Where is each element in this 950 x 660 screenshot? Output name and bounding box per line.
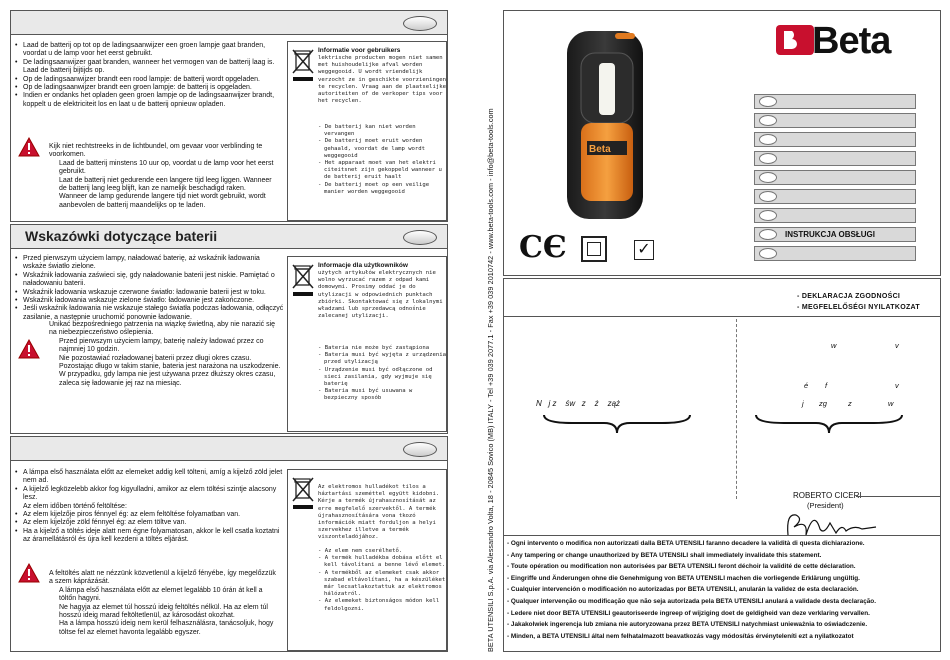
left-brace: [542, 413, 692, 437]
bullet-item: • Jeśli wskaźnik ładowania nie wskazuje stałego światła podczas ładowania, odłączyć zasilanie, a następnie uruchomić ponownie ładowanie.: [15, 305, 285, 322]
language-bar: [754, 151, 916, 166]
language-pill-icon: [759, 115, 777, 126]
bullet-item: • Przed pierwszym użyciem lampy, naładować baterię, aż wskaźnik ładowania wskaże światło zielone.: [15, 255, 285, 272]
right-brace: [754, 413, 904, 437]
top-divider: [504, 316, 940, 317]
language-pill-icon: [759, 172, 777, 183]
language-bar: [754, 113, 916, 128]
declaration-title-hu: - MEGFELELŐSÉGI NYILATKOZAT: [797, 304, 920, 311]
disclaimer-line: - Ledere niet door BETA UTENSILI geautoriseerde ingreep of wijziging doet de geldigheid van deze verklaring vervallen.: [507, 609, 870, 617]
warning-line: Ha a lámpa hosszú ideig nem kerül felhasználásra, tanácsoljuk, hogy töltse fel az elemet havonta legalább egyszer.: [59, 620, 274, 636]
language-pill-icon: [403, 230, 437, 245]
language-pill-icon: [759, 153, 777, 164]
disposal-item: - De batterij moet op een veilige manier worden weggegooid: [318, 181, 430, 195]
warning-text: [49, 570, 281, 637]
disposal-list: [318, 345, 446, 403]
warning-line: Laat de batterij niet gedurende een langere tijd leeg liggen. Wanneer de batterij lang leeg blijft, kan ze namelijk beschadigd raken.: [59, 176, 272, 193]
disposal-item: - A termékből az elemeket csak akkor szabad eltávolítani, ha a készüléket már lecsatlakoztattuk az elektromos hálózatról.: [318, 569, 446, 598]
language-pill-icon: [759, 96, 777, 107]
language-pill-icon: [403, 442, 437, 457]
language-bar: [754, 208, 916, 223]
bullet-list: [15, 255, 285, 322]
disclaimer-line: - Eingriffe und Änderungen ohne die Genehmigung von BETA UTENSILI machen die vorliegende Erklärung ungültig.: [507, 574, 860, 582]
glyph: w: [831, 341, 837, 350]
disposal-text: Az elektromos hulladékot tilos a háztartási szeméttel együtt kidobni. Kérje a termék újrahasznosítását az erre megfelelő szervektől. A termék újrahasznosítására vona tkozó információk miatt forduljon a helyi szervekhez illetve a termék viszonteladójához.: [318, 484, 440, 541]
language-pill-icon: [759, 229, 777, 240]
disposal-item: - Az elemeket biztonságos módon kell feldolgozni.: [318, 598, 440, 612]
disposal-text: lektrische producten mogen niet samen met huishoudelijke afval worden weggegooid. U wordt vriendelijk verzocht ze in geschikte voorzieningen te recyclen. Vraag aan de plaatselijke autoriteiten of de verkoper tips voor het recyclen.: [318, 55, 446, 105]
disposal-item: - Bateria musi być wyjęta z urządzenia przed utylizacją: [318, 352, 446, 366]
bullet-item: • Az elem kijelzője zöld fénnyel ég: az elem töltve van.: [15, 519, 285, 527]
disposal-list: [318, 124, 446, 196]
signature-line: [856, 496, 940, 497]
signer-name: ROBERTO CICERI: [793, 491, 862, 500]
warning-icon: [18, 339, 40, 359]
declaration-page: [503, 278, 941, 652]
warning-line: A lámpa első használata előtt az elemet legalább 10 órán át kell a töltőn hagyni.: [59, 586, 263, 603]
section-title: Wskazówki dotyczące baterii: [25, 228, 218, 244]
lamp-brand-text: Beta: [589, 144, 611, 155]
disposal-item: - Bateria nie może być zastąpiona: [318, 345, 430, 351]
section-nl: [10, 10, 448, 222]
disposal-item: - De batterij kan niet worden vervangen: [318, 124, 416, 138]
disposal-list: [318, 548, 446, 613]
disposal-item: - Urządzenie musi być odłączone od sieci zasilania, gdy wyjmuje się baterię: [318, 366, 433, 388]
bullet-item: • Op de ladingsaanwijzer brandt een groen lampje: de batterij is opgeladen.: [15, 84, 285, 92]
language-pill-icon: [759, 210, 777, 221]
language-pill-icon: [759, 248, 777, 259]
section-pl: [10, 224, 448, 434]
crossed-bin-icon: [292, 48, 314, 82]
disclaimer-line: - Jakakolwiek ingerencja lub zmiana nie autoryzowana przez BETA UTENSILI natychmiast unieważnia to oświadczenie.: [507, 621, 868, 629]
disposal-text: użytych artykułów elektrycznych nie wolno wyrzucać razem z odpad kami domowymi. Prosimy oddać je do utylizacji w odpowiednich punktach zbiórki. Skontaktować się z lokalnymi władzami lub sprzedawcą odnośnie zalecanej utylizacji.: [318, 270, 443, 320]
disclaimer-line: - Any tampering or change unauthorized by BETA UTENSILI shall immediately invalidate this statement.: [507, 551, 822, 559]
beta-logo-icon: [774, 21, 816, 59]
bullet-item: • Wskaźnik ładowania zaświeci się, gdy naładowanie baterii jest niskie. Pamiętać o naładowaniu baterii.: [15, 272, 285, 289]
bullet-item: Az elem időben történő feltöltése:: [23, 502, 127, 510]
disposal-box: [287, 469, 447, 651]
disclaimer-line: - Qualquer intervenção ou modificação que não seja autorizada pela BETA UTENSILI anulará a validade desta declaração.: [507, 598, 876, 605]
bullet-item: • Laad de batterij op tot op de ladingsaanwijzer een groen lampje gaat branden, voordat u de lamp voor het eerst gebruikt.: [15, 42, 285, 59]
disclaimer-line: - Cualquier intervención o modificación no autorizadas por BETA UTENSILI, anularán la validez de esta declaración.: [507, 586, 859, 594]
language-bar: [754, 246, 916, 261]
bullet-list: [15, 469, 285, 545]
glyph: w: [888, 399, 894, 408]
language-pill-icon: [759, 191, 777, 202]
bullet-item: • Op de ladingsaanwijzer brandt een rood lampje: de batterij wordt opgeladen.: [15, 76, 285, 84]
glyph: v: [895, 381, 899, 390]
language-pill-icon: [759, 134, 777, 145]
warning-icon: [18, 137, 40, 157]
disposal-item: - Het apparaat moet van het elektri citeitsnet zijn gekoppeld wanneer u de batterij eruit haalt: [318, 160, 442, 181]
bullet-item: • A lámpa első használata előtt az elemeket addig kell tölteni, amíg a kijelző zöld jelet nem ad.: [15, 469, 285, 486]
bullet-item: • Wskaźnik ładowania wskazuje zielone światło: ładowanie jest zakończone.: [15, 297, 285, 305]
bullet-item: • A kijelző legközelebb akkor fog kigyulladni, amikor az elem töltési szintje alacsony lesz.: [15, 486, 285, 503]
company-address: BETA UTENSILI S.p.A. via Alessandro Volta, 18 - 20845 Sovico (MB) ITALY - Tel +39 039 2077.1 - Fax +39 039 2010742 - www.beta-tools.com - info@beta-tools.com: [486, 108, 495, 652]
glyph: z: [848, 399, 852, 408]
section-header: [11, 437, 447, 461]
warning-icon: [18, 563, 40, 583]
glyph: f: [825, 381, 828, 390]
double-insulation-icon: [581, 236, 607, 262]
work-lamp-image: [559, 23, 649, 223]
bullet-item: Laad de batterij bijtijds op.: [23, 67, 105, 75]
language-bar: [754, 227, 916, 242]
warning-line: Ne hagyja az elemet túl hosszú ideig feltöltés nélkül. Ha az elem túl hosszú ideig marad feltöltetlenül, az károsodást okozhat.: [59, 603, 268, 620]
disposal-box: [287, 256, 447, 432]
disposal-item: - Bateria musi być usuwana w bezpieczny sposób: [318, 388, 413, 402]
language-bar: [754, 132, 916, 147]
disposal-item: - A termék hulladékba dobása előtt el kell távolítani a benne lévő elemet.: [318, 555, 446, 569]
disclaimer-line: - Ogni intervento o modifica non autorizzati dalla BETA UTENSILI faranno decadere la validità di questa dichiarazione.: [507, 540, 865, 547]
language-bar: [754, 170, 916, 185]
section-header: [11, 11, 447, 35]
section-hu: [10, 436, 448, 652]
language-pill-icon: [403, 16, 437, 31]
warning-text: [49, 143, 281, 210]
bullet-item: • Ha a kijelző a töltés ideje alatt nem égne folyamatosan, akkor le kell csatla koztatni az áramellátásról és újra kell kezdeni a töltés eljárást.: [15, 528, 285, 545]
glyph: v: [895, 341, 899, 350]
language-bar: [754, 94, 916, 109]
glyph: zg: [819, 399, 827, 408]
warning-line: Przed pierwszym użyciem lampy, baterię należy ładować przez co najmniej 10 godzin.: [59, 337, 264, 354]
bullet-list: [15, 42, 285, 109]
disposal-title: Informacje dla użytkowników: [318, 262, 408, 269]
warning-line: Kijk niet rechtstreeks in de lichtbundel, om gevaar voor verblinding te voorkomen.: [49, 143, 263, 159]
brand-name: Beta: [812, 20, 891, 62]
declaration-left-text: N j z św z ż ząż: [536, 399, 621, 408]
disposal-title: Informatie voor gebruikers: [318, 47, 401, 54]
bottom-divider: [504, 535, 940, 536]
bullet-item: • Wskaźnik ładowania wskazuje czerwone światło: ładowanie baterii jest w toku.: [15, 289, 285, 297]
center-divider: [736, 319, 737, 499]
disposal-item: - De batterij moet eruit worden gehaald, voordat de lamp wordt weggegooid: [318, 138, 426, 159]
disposal-box: [287, 41, 447, 221]
disclaimer-line: - Minden, a BETA UTENSILI által nem felhatalmazott beavatkozás vagy módosítás érvényteleníti ezt a nyilatkozatot: [507, 632, 854, 640]
warning-line: Laad de batterij minstens 10 uur op, voordat u de lamp voor het eerst gebruikt.: [59, 159, 274, 176]
warning-line: W przypadku, gdy lampa nie jest używana przez dłuższy okres czasu, zaleca się ładowanie jej raz na miesiąc.: [59, 371, 276, 387]
ce-mark-icon: CЄ: [519, 230, 567, 265]
bullet-item: • Indien er ondanks het opladen geen groen lampje op de ladingsaanwijzer brandt, koppelt u de elektriciteit los en laat u de batterij opnieuw opladen.: [15, 92, 285, 109]
disposal-item: - Az elem nem cserélhető.: [318, 548, 403, 554]
glyph: é: [804, 381, 809, 390]
warning-line: A feltöltés alatt ne nézzünk közvetlenül a kijelző fényébe, így megelőzzük a szem káprázását.: [49, 570, 276, 586]
bullet-item: • De ladingsaanwijzer gaat branden, wanneer het vermogen van de batterij laag is.: [15, 59, 285, 67]
warning-line: Unikać bezpośredniego patrzenia na wiązkę świetlną, aby nie narazić się na niebezpieczeństwo oślepienia.: [49, 321, 276, 337]
glyph: j: [802, 399, 804, 408]
warning-line: Wanneer de lamp gedurende langere tijd niet wordt gebruikt, wordt aanbevolen de batterij maandelijks op te laden.: [59, 193, 266, 209]
declaration-title-pl: - DEKLARACJA ZGODNOŚCI: [797, 293, 901, 300]
language-label: INSTRUKCJA OBSŁUGI: [785, 230, 875, 239]
signer-role: (President): [807, 501, 844, 510]
disclaimer-line: - Toute opération ou modification non autorisées par BETA UTENSILI feront déchoir la validité de cette déclaration.: [507, 563, 856, 571]
language-bar: [754, 189, 916, 204]
warning-text: [49, 321, 281, 388]
warning-line: Nie pozostawiać rozładowanej baterii przez długi okres czasu. Pozostając długo w takim stanie, bateria jest narażona na uszkodzenie.: [59, 354, 281, 371]
check-mark-icon: ✓: [634, 240, 654, 260]
bullet-item: • Az elem kijelzője piros fénnyel ég: az elem feltöltése folyamatban van.: [15, 511, 285, 519]
crossed-bin-icon: [292, 263, 314, 297]
crossed-bin-icon: [292, 476, 314, 510]
section-header: [11, 225, 447, 249]
